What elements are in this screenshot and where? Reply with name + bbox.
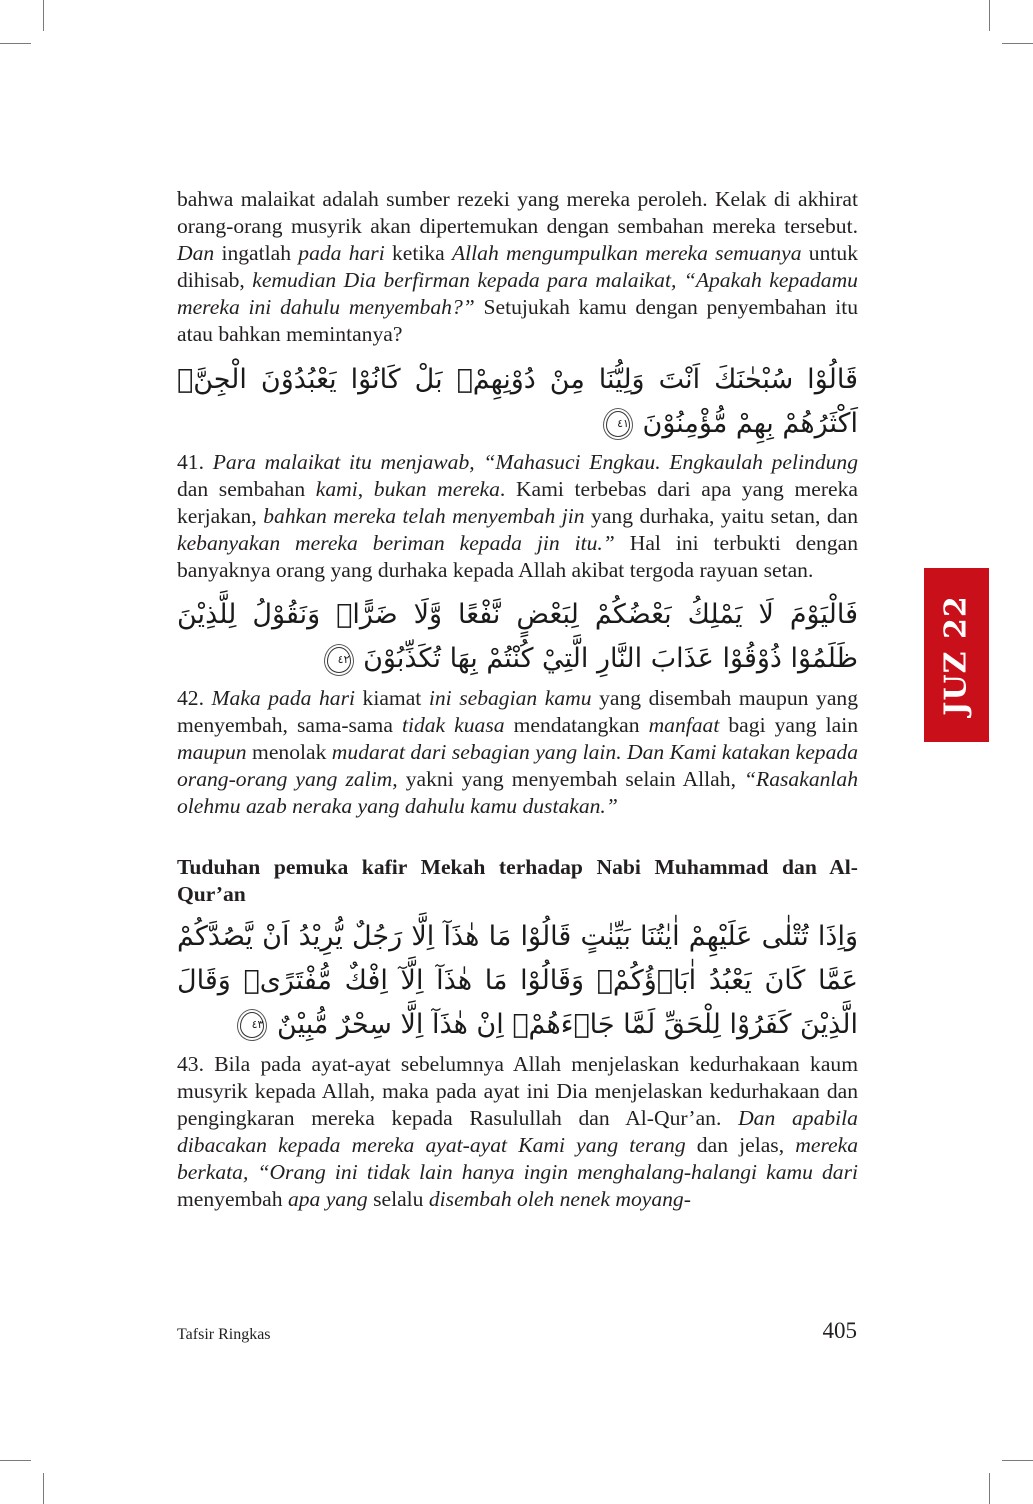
- text-run: untuk dihisab,: [177, 241, 858, 293]
- ayah-number-medallion: ٤٢: [327, 647, 351, 673]
- italic-run: maupun: [177, 740, 247, 765]
- text-run: menyembah: [177, 1186, 288, 1211]
- text-run: yang disembah maupun yang menyembah, sama-sama: [177, 686, 858, 738]
- arabic-verse-43: [177, 915, 858, 1047]
- section-heading: Tuduhan pemuka kafir Mekah terhadap Nabi Muhammad dan Al-Qur’an: [177, 854, 858, 906]
- text-run: ketika: [384, 241, 452, 266]
- crop-mark-bottom-left-horizontal: [0, 1460, 31, 1461]
- italic-run: kebanyakan mereka beriman kepada jin itu.”: [177, 530, 615, 555]
- juz-thumb-tab: [924, 568, 989, 742]
- text-run: ingatlah: [214, 241, 299, 266]
- italic-run: kemudian Dia berfirman kepada para malaikat, “Apakah kepadamu mereka ini dahulu menyembah?”: [177, 268, 858, 320]
- italic-run: manfaat: [648, 713, 720, 738]
- text-run: ,: [357, 476, 374, 501]
- text-run: yang durhaka, yaitu setan, dan: [584, 503, 858, 528]
- italic-run: Dan apabila dibacakan kepada mereka ayat-ayat Kami yang terang: [177, 1105, 858, 1157]
- text-run: menolak: [246, 740, 332, 765]
- italic-run: bahkan mereka telah menyembah jin: [263, 503, 585, 528]
- text-run: 41.: [177, 449, 213, 474]
- text-run: dan jelas,: [685, 1132, 796, 1157]
- paragraph-verse-41: [177, 449, 858, 584]
- crop-mark-top-left-horizontal: [0, 43, 31, 44]
- italic-run: mudarat dari sebagian yang lain. Dan Kami katakan kepada orang-orang yang zalim,: [177, 740, 858, 792]
- italic-run: Allah mengumpulkan mereka semuanya: [451, 241, 802, 266]
- paragraph-intro: [177, 186, 858, 349]
- text-run: . Kami terbebas dari apa yang mereka kerjakan,: [177, 476, 858, 528]
- italic-run: Para malaikat itu menjawab, “Mahasuci Engkau. Engkaulah pelindung: [212, 449, 859, 474]
- italic-run: disembah oleh nenek moyang-: [428, 1186, 691, 1211]
- running-footer-title: Tafsir Ringkas: [177, 1326, 271, 1343]
- arabic-text: قَالُوْا سُبْحٰنَكَ اَنْتَ وَلِيُّنَا مِنْ دُوْنِهِمْۚ بَلْ كَانُوْا يَعْبُدُوْنَ الْجِنَّۚ اَكْثَرُهُمْ بِهِمْ مُّؤْمِنُوْنَ: [177, 363, 858, 439]
- italic-run: apa yang: [287, 1186, 368, 1211]
- paragraph-verse-43: [177, 1051, 858, 1214]
- italic-run: kami: [315, 476, 358, 501]
- text-run: Hal ini terbukti dengan banyaknya orang yang durhaka kepada Allah akibat tergoda rayuan setan.: [177, 530, 858, 582]
- text-run: mendatangkan: [504, 713, 649, 738]
- italic-run: ini sebagian kamu: [428, 686, 592, 711]
- page-number: 405: [822, 1318, 857, 1343]
- crop-mark-bottom-left-vertical: [43, 1473, 44, 1504]
- paragraph-verse-42: [177, 685, 858, 820]
- juz-label: JUZ 22: [939, 594, 975, 716]
- crop-mark-top-left-vertical: [43, 0, 44, 31]
- text-run: yakni yang menyembah selain Allah,: [397, 767, 745, 792]
- text-run: 42.: [177, 686, 212, 711]
- arabic-text: وَاِذَا تُتْلٰى عَلَيْهِمْ اٰيٰتُنَا بَيِّنٰتٍ قَالُوْا مَا هٰذَآ اِلَّا رَجُلٌ يُّرِيْدُ اَنْ يَّصُدَّكُمْ عَمَّا كَانَ يَعْبُدُ اٰبَاۤؤُكُمْۚ وَقَالُوْا مَا هٰذَآ اِلَّآ اِفْكٌ مُّفْتَرًىۗ وَقَالَ الَّذِيْنَ كَفَرُوْا لِلْحَقِّ لَمَّا جَاۤءَهُمْۙ اِنْ هٰذَآ اِلَّا سِحْرٌ مُّبِيْنٌ: [177, 920, 858, 1040]
- text-run: dan sembahan: [177, 476, 316, 501]
- text-run: bagi yang lain: [719, 713, 858, 738]
- arabic-text: فَالْيَوْمَ لَا يَمْلِكُ بَعْضُكُمْ لِبَعْضٍ نَّفْعًا وَّلَا ضَرًّاۗ وَنَقُوْلُ لِلَّذِيْنَ ظَلَمُوْا ذُوْقُوْا عَذَابَ النَّارِ الَّتِيْ كُنْتُمْ بِهَا تُكَذِّبُوْنَ: [177, 599, 858, 675]
- text-run: kiamat: [355, 686, 429, 711]
- italic-run: tidak kuasa: [401, 713, 505, 738]
- text-run: selalu: [367, 1186, 429, 1211]
- ayah-number-medallion: ٤٣: [240, 1012, 264, 1038]
- ayah-number-medallion: ٤١: [606, 411, 630, 437]
- italic-run: bukan mereka: [373, 476, 500, 501]
- crop-mark-top-right-horizontal: [1002, 43, 1033, 44]
- page-body: [177, 186, 858, 1213]
- arabic-verse-42: [177, 593, 858, 681]
- italic-run: “Rasakanlah olehmu azab neraka yang dahulu kamu dustakan.”: [177, 767, 858, 819]
- crop-mark-top-right-vertical: [989, 0, 990, 31]
- italic-run: Dan: [177, 241, 215, 266]
- crop-mark-bottom-right-horizontal: [1002, 1460, 1033, 1461]
- arabic-verse-41: [177, 358, 858, 446]
- italic-run: mereka berkata, “Orang ini tidak lain hanya ingin menghalang-halangi kamu dari: [177, 1132, 859, 1184]
- text-run: bahwa malaikat adalah sumber rezeki yang mereka peroleh. Kelak di akhirat orang-orang musyrik akan dipertemukan dengan sembahan mereka tersebut.: [177, 187, 858, 239]
- text-run: 43. Bila pada ayat-ayat sebelumnya Allah menjelaskan kedurhakaan kaum musyrik kepada Allah, maka pada ayat ini Dia menjelaskan kedurhakaan dan pengingkaran mereka kepada Rasulullah dan Al-Qur’an.: [177, 1051, 858, 1130]
- text-run: Setujukah kamu dengan penyembahan itu atau bahkan memintanya?: [177, 295, 858, 347]
- italic-run: pada hari: [298, 241, 385, 266]
- crop-mark-bottom-right-vertical: [989, 1473, 990, 1504]
- italic-run: Maka pada hari: [211, 686, 355, 711]
